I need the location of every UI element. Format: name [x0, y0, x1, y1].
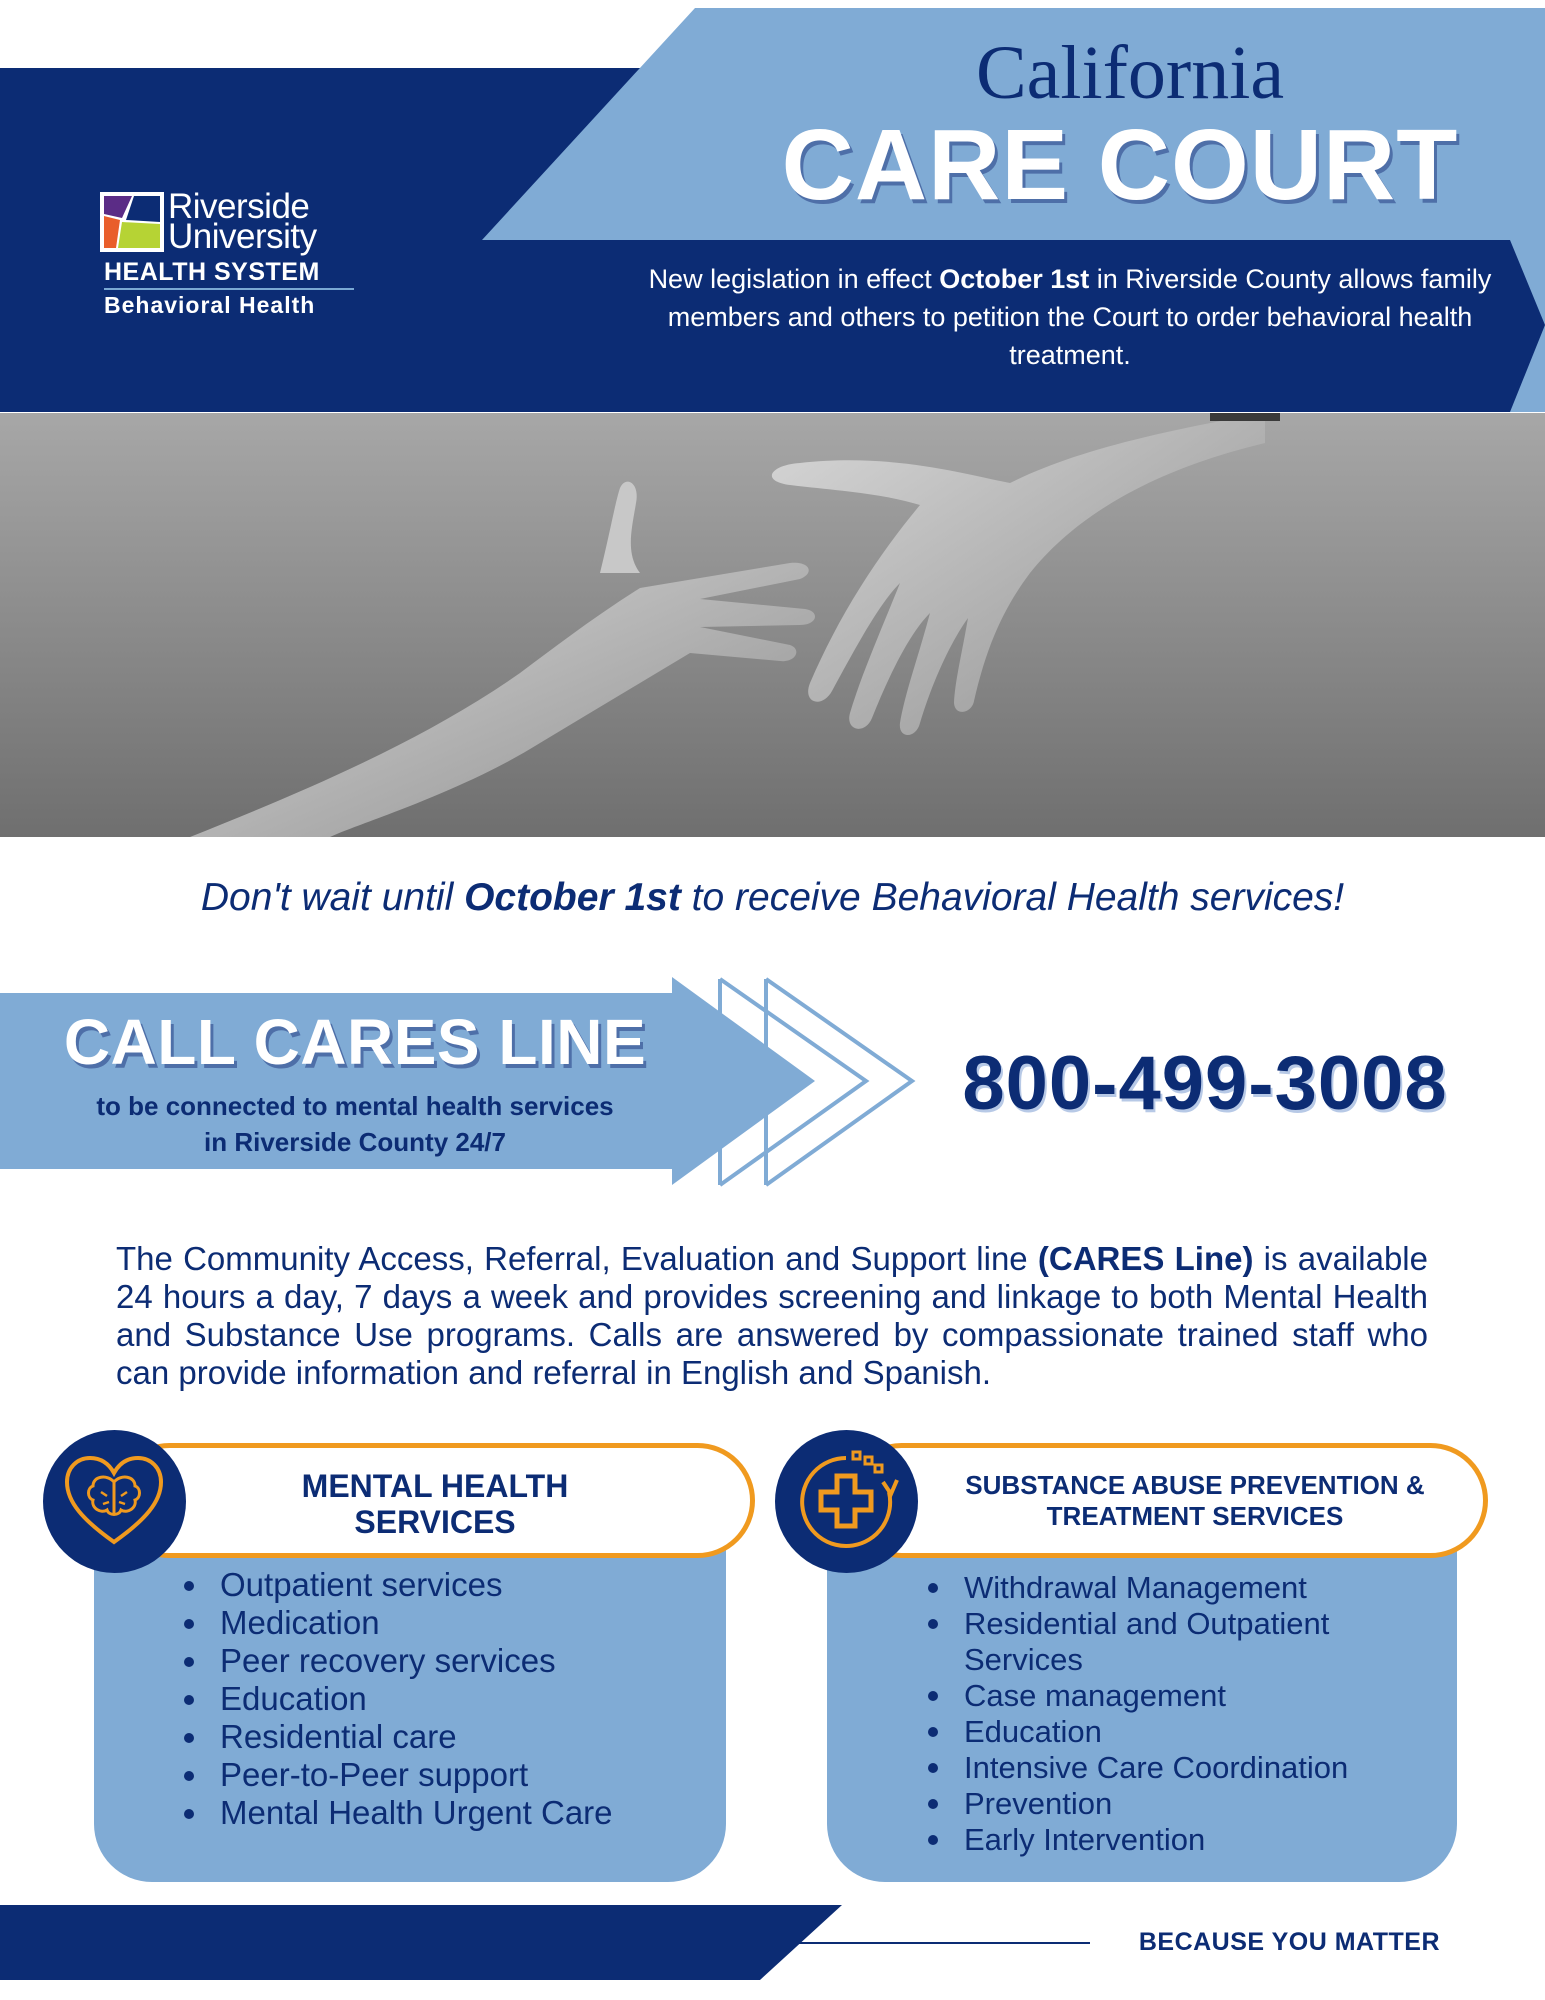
list-item: Medication: [180, 1604, 700, 1642]
cares-description: [116, 1240, 1428, 1392]
mental-health-title-line2: SERVICES: [354, 1504, 516, 1540]
footer-slogan: BECAUSE YOU MATTER: [1138, 1928, 1440, 1956]
cares-line-subtitle: [40, 1088, 670, 1160]
header-intro-before: New legislation in effect: [648, 264, 940, 294]
medical-cross-cycle-icon: [775, 1430, 918, 1573]
cares-subtitle-line2: in Riverside County 24/7: [204, 1127, 506, 1157]
tagline-after: to receive Behavioral Health services!: [680, 876, 1345, 919]
mental-health-title-line1: MENTAL HEALTH: [301, 1468, 569, 1504]
title-care-court: CARE COURT: [781, 109, 1459, 221]
header-intro: [640, 260, 1500, 374]
tagline-bold: October 1st: [464, 876, 681, 919]
substance-title-line1: SUBSTANCE ABUSE PREVENTION &: [965, 1470, 1425, 1500]
list-item: Peer recovery services: [180, 1642, 700, 1680]
description-bold: (CARES Line): [1037, 1240, 1254, 1277]
substance-title: [920, 1470, 1470, 1532]
list-item: Education: [924, 1714, 1424, 1750]
list-item: Early Intervention: [924, 1822, 1424, 1858]
list-item: Withdrawal Management: [924, 1570, 1424, 1606]
tagline-before: Don't wait until: [200, 876, 465, 919]
cares-line-title: CALL CARES LINE: [63, 1006, 647, 1078]
logo-riverside: Riverside: [168, 187, 310, 226]
hands-illustration: [0, 413, 1545, 837]
logo-university: University: [168, 217, 317, 256]
description-after: is available 24 hours a day, 7 days a week and provides screening and linkage to both Mental Health and Substance Use programs. Calls are answered by compassionate trained staff who can provide information and referral in English and Spanish.: [116, 1240, 1428, 1391]
mental-health-list: [180, 1566, 700, 1832]
title-california: California: [975, 31, 1285, 115]
tagline: [0, 876, 1545, 920]
list-item: Peer-to-Peer support: [180, 1756, 700, 1794]
header-intro-bold: October 1st: [939, 264, 1090, 294]
list-item: Outpatient services: [180, 1566, 700, 1604]
heart-brain-icon: [43, 1430, 186, 1573]
mental-health-title: [220, 1468, 650, 1540]
list-item: Intensive Care Coordination: [924, 1750, 1424, 1786]
list-item: Prevention: [924, 1786, 1424, 1822]
list-item: Case management: [924, 1678, 1424, 1714]
list-item: Residential care: [180, 1718, 700, 1756]
logo-behavioral-health: Behavioral Health: [104, 292, 316, 318]
substance-title-line2: TREATMENT SERVICES: [1046, 1501, 1344, 1531]
substance-badge: [775, 1430, 918, 1573]
mental-health-badge: [43, 1430, 186, 1573]
header-intro-after: in Riverside County allows family members and others to petition the Court to order behavioral health treatment.: [667, 264, 1492, 370]
substance-list: [924, 1570, 1424, 1858]
reaching-hands-photo: [0, 413, 1545, 837]
logo-divider: [104, 288, 354, 290]
description-before: The Community Access, Referral, Evaluation and Support line: [116, 1240, 1038, 1277]
list-item: Residential and Outpatient Services: [924, 1606, 1424, 1678]
list-item: Mental Health Urgent Care: [180, 1794, 700, 1832]
cares-phone-number[interactable]: 800-499-3008: [962, 1041, 1448, 1126]
cares-subtitle-line1: to be connected to mental health services: [96, 1091, 614, 1121]
list-item: Education: [180, 1680, 700, 1718]
logo-mark-icon: [100, 192, 164, 252]
logo-health-system: HEALTH SYSTEM: [104, 258, 320, 286]
